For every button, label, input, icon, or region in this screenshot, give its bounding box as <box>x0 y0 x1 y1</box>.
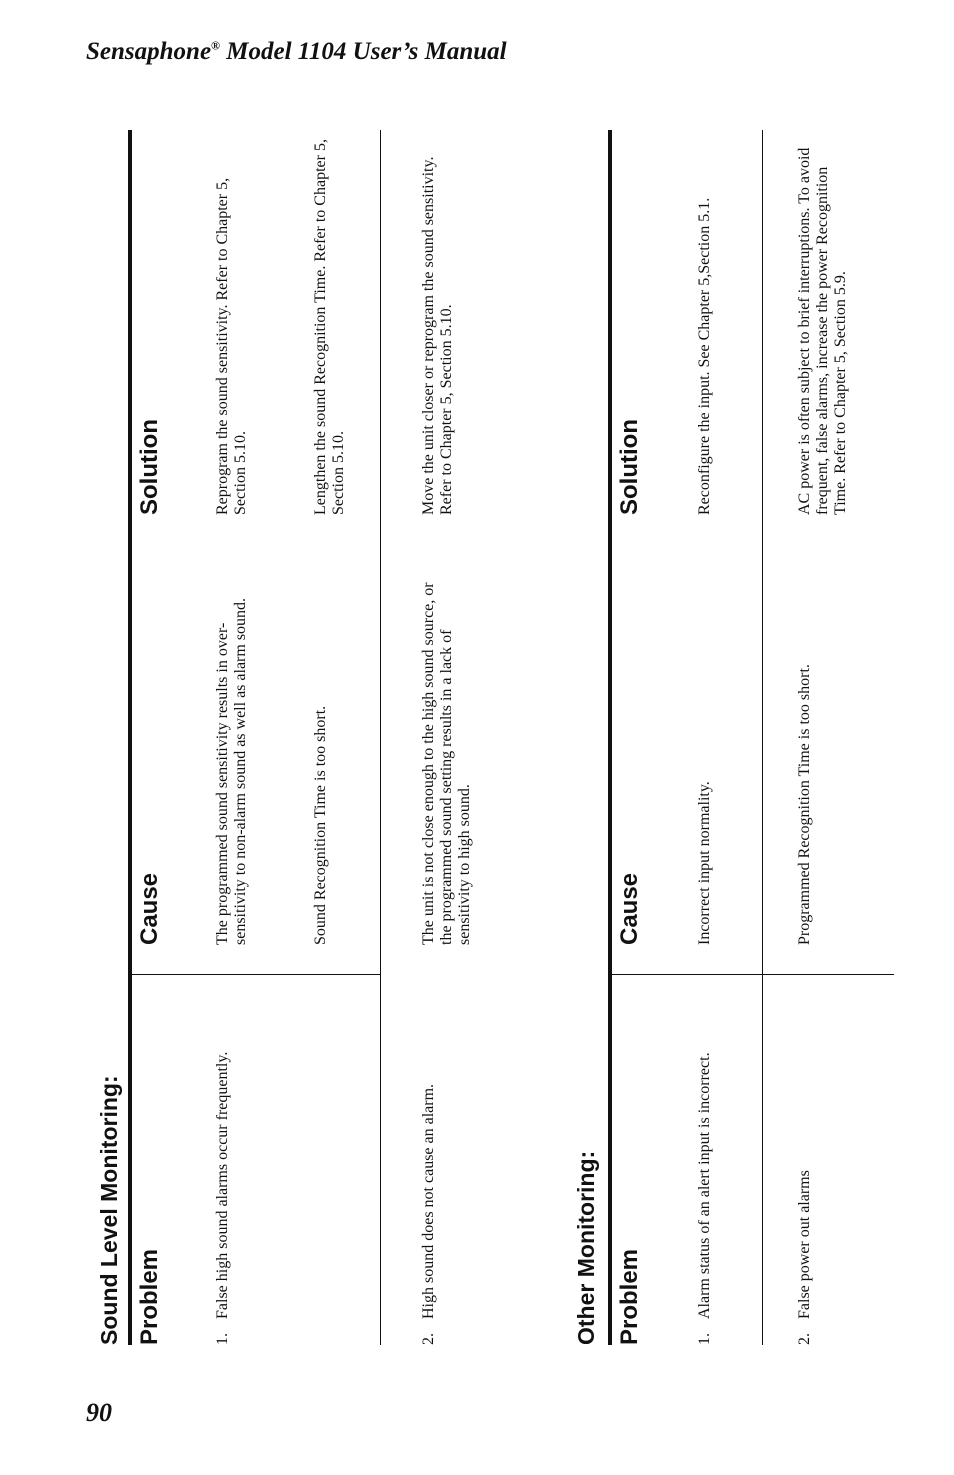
col-head-cause: Cause <box>616 872 643 945</box>
header-brand: Sensaphone <box>86 38 212 65</box>
column-separator <box>128 974 380 975</box>
cause-text: The programmed sound sensitivity results in over-sensitivity to non-alarm sound as well as alarm sound. <box>214 597 249 945</box>
registered-mark: ® <box>211 38 221 53</box>
col-head-solution: Solution <box>136 419 163 515</box>
solution-text: Reconfigure the input. See Chapter 5,Section 5.1. <box>696 197 713 515</box>
page-number: 90 <box>86 1398 112 1427</box>
table-row-problem <box>420 989 438 1345</box>
row-divider <box>762 130 763 1345</box>
row-number: 1. <box>696 1333 713 1345</box>
page-header <box>86 38 507 66</box>
col-head-solution: Solution <box>616 419 643 515</box>
row-number: 1. <box>214 1333 231 1345</box>
col-head-problem: Problem <box>136 1248 163 1345</box>
problem-text: High sound does not cause an alarm. <box>420 1083 437 1319</box>
header-title: Model 1104 User’s Manual <box>220 38 507 65</box>
problem-text: False power out alarms <box>796 1170 813 1319</box>
table-row-problem <box>696 989 714 1345</box>
row-number: 2. <box>420 1333 437 1345</box>
solution-text: Reprogram the sound sensitivity. Refer to Chapter 5, Section 5.10. <box>214 177 249 515</box>
col-head-cause: Cause <box>136 872 163 945</box>
row-number: 2. <box>796 1333 813 1345</box>
problem-text: Alarm status of an alert input is incorrect. <box>696 1052 713 1319</box>
section-rule-sound <box>128 130 132 1345</box>
column-separator <box>608 974 894 975</box>
solution-text: AC power is often subject to brief interruptions. To avoid frequent, false alarms, increase the power Recognition Time. Refer to Chapter 5, Section 5.9. <box>796 147 849 515</box>
problem-text: False high sound alarms occur frequently. <box>214 1051 231 1319</box>
row-divider <box>380 130 381 1345</box>
solution-text: Move the unit closer or reprogram the sound sensitivity. Refer to Chapter 5, Section 5.10. <box>420 156 455 515</box>
cause-text: Sound Recognition Time is too short. <box>312 705 329 945</box>
rotated-table-area <box>90 130 900 1345</box>
table-row-problem <box>796 989 814 1345</box>
section-title-sound: Sound Level Monitoring: <box>96 1075 122 1345</box>
section-rule-other <box>608 130 612 1345</box>
col-head-problem: Problem <box>616 1248 643 1345</box>
cause-text: The unit is not close enough to the high sound source, or the programmed sound setting results in a lack of sensitivity to high sound. <box>420 582 473 945</box>
table-row-problem <box>214 989 232 1345</box>
cause-text: Incorrect input normality. <box>696 781 713 945</box>
solution-text: Lengthen the sound Recognition Time. Refer to Chapter 5, Section 5.10. <box>312 139 347 515</box>
section-title-other: Other Monitoring: <box>573 1150 599 1345</box>
cause-text: Programmed Recognition Time is too short. <box>796 664 813 945</box>
